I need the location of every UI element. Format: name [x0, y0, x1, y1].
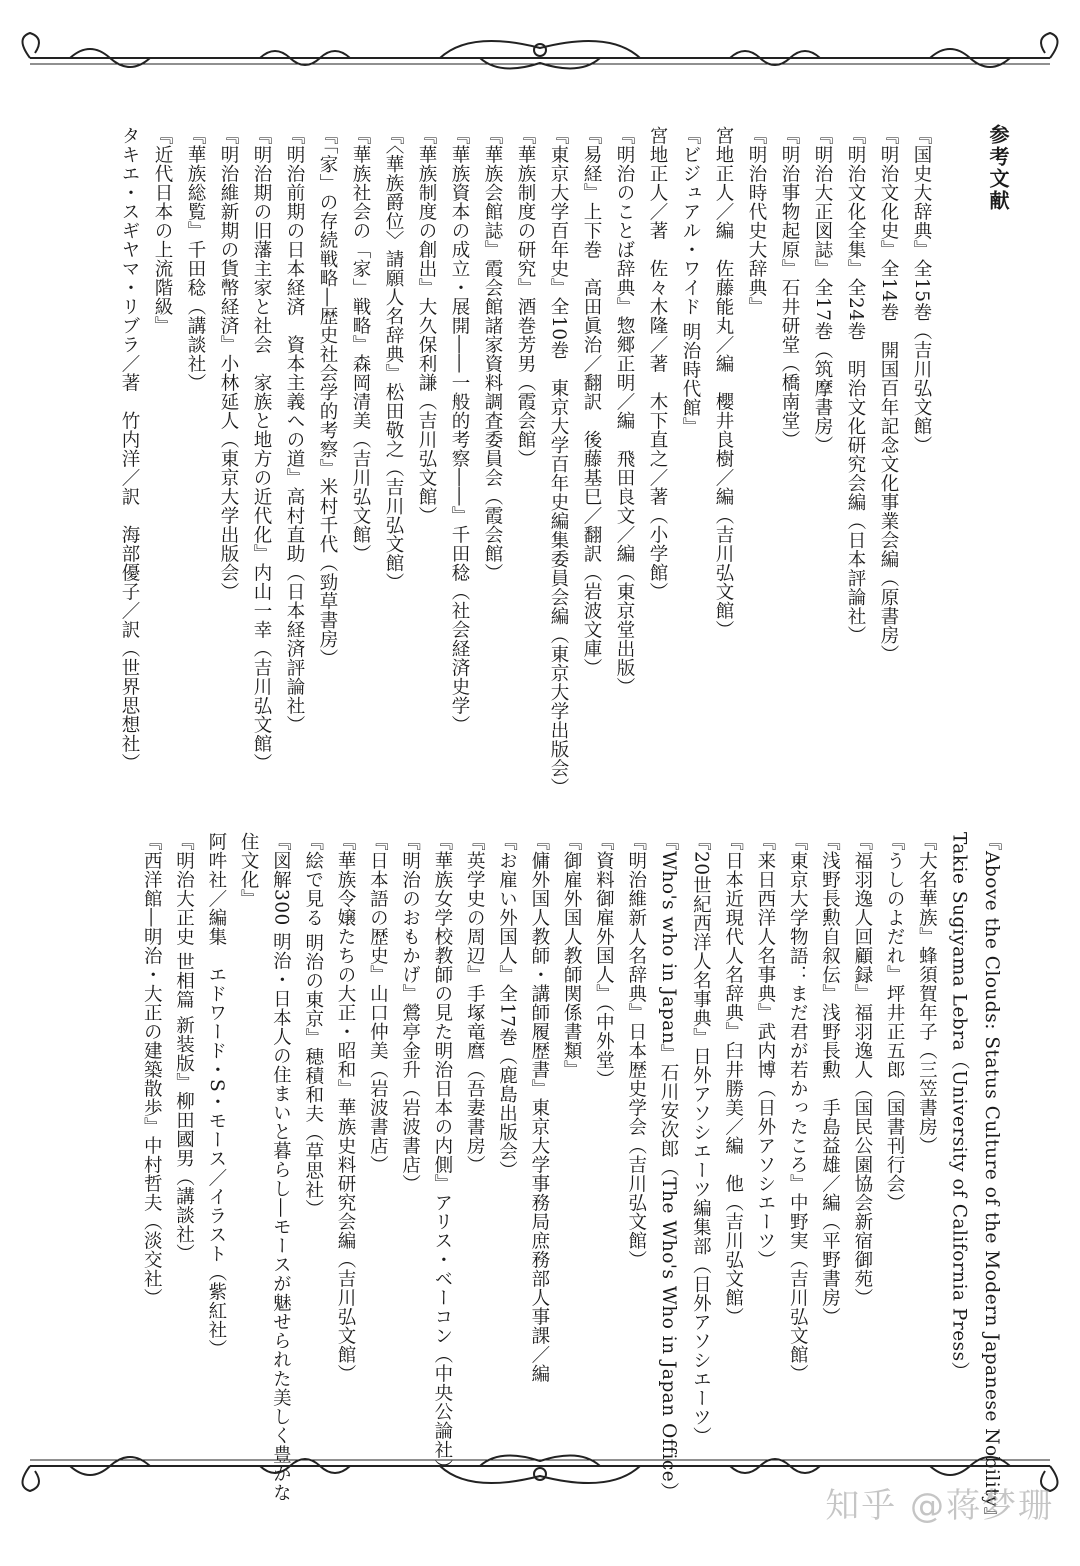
bibliography-entry: 『明治期の旧藩主家と社会 家族と地方の近代化』内山一幸（吉川弘文館）: [251, 126, 272, 772]
watermark-text: 知乎 @蒋梦珊: [825, 1486, 1054, 1526]
bibliography-entry: 宮地正人／編 佐藤能丸／編 櫻井良樹／編（吉川弘文館）: [713, 126, 734, 639]
bibliography-entry: 『御雇外国人教師関係書類』: [561, 832, 583, 1079]
bibliography-entry: 『「家」の存続戦略―歴史社会学的考察』米村千代（勁草書房）: [317, 126, 338, 668]
bibliography-entry: 『近代日本の上流階級』: [152, 126, 173, 335]
bibliography-entry: 住文化』: [238, 832, 260, 908]
bibliography-entry: 『華族社会の「家」戦略』森岡清美（吉川弘文館）: [350, 126, 371, 563]
bibliography-entry: 阿吽社／編集 エドワード・S・モース／イラスト（紫紅社）: [205, 832, 227, 1359]
bibliography-entry: 『明治時代史大辞典』: [746, 126, 767, 316]
bibliography-entry: 『明治維新期の貨幣経済』小林延人（東京大学出版会）: [218, 126, 239, 601]
top-ornament-border: [10, 28, 1070, 88]
bibliography-entry: 『日本近現代人名辞典』臼井勝美／編 他（吉川弘文館）: [722, 832, 744, 1326]
bibliography-entry: タキエ・スギヤマ・リブラ／著 竹内洋／訳 海部優子／訳（世界思想社）: [119, 126, 140, 772]
bibliography-entry: 『明治文化史』全14巻 開国百年記念文化事業会編（原書房）: [878, 126, 899, 664]
bibliography-entry: 『明治大正史 世相篇 新装版』柳田國男（講談社）: [173, 832, 195, 1263]
bibliography-entry: 『Above the Clouds: Status Culture of the Modern Japanese Nobility』: [981, 832, 1002, 1527]
bibliography-entry: 『易経』上下巻 高田眞治／翻訳 後藤基巳／翻訳（岩波文庫）: [581, 126, 602, 677]
bibliography-entry: 『明治前期の日本経済 資本主義への道』高村直助（日本経済評論社）: [284, 126, 305, 734]
bibliography-entry: 『資料御雇外国人』（中外堂）: [593, 832, 615, 1089]
bibliography-entry: 『図解300 明治・日本人の住まいと暮らし―モースが魅せられた美しく豊かな: [270, 832, 292, 1503]
bibliography-entry: 『大名華族』蜂須賀年子（三笠書房）: [916, 832, 938, 1155]
bibliography-entry: 『来日西洋人名事典』武内博（日外アソシエーツ）: [754, 832, 776, 1269]
bibliography-entry: 『日本語の歴史』山口仲美（岩波書店）: [367, 832, 389, 1174]
bibliography-entry: 『東京大学百年史』全10巻 東京大学百年史編集委員会編（東京大学出版会）: [548, 126, 569, 797]
bibliography-entry: 『〈華族爵位〉請願人名辞典』松田敬之（吉川弘文館）: [383, 126, 404, 592]
bibliography-entry: 『華族会館誌』霞会館諸家資料調査委員会（霞会館）: [482, 126, 503, 582]
bibliography-entry: 『東京大学物語：まだ君が若かったころ』中野実（吉川弘文館）: [787, 832, 809, 1383]
bibliography-entry: 『福羽逸人回顧録』福羽逸人（国民公園協会新宿御苑）: [851, 832, 873, 1307]
bibliography-entry: 『うしのよだれ』坪井正五郎（国書刊行会）: [884, 832, 906, 1212]
bibliography-entry: Takie Sugiyama Lebra（University of California Press）: [948, 832, 970, 1381]
bibliography-entry: 『ビジュアル・ワイド 明治時代館』: [680, 126, 701, 437]
bibliography-entry: 『華族制度の創出』大久保利謙（吉川弘文館）: [416, 126, 437, 525]
bibliography-entry: 『明治のことば辞典』惣郷正明／編 飛田良文／編（東京堂出版）: [614, 126, 635, 696]
bibliography-entry: 宮地正人／著 佐々木隆／著 木下直之／著（小学館）: [647, 126, 668, 601]
bibliography-entry: 『浅野長勲自叙伝』浅野長勲 手島益雄／編（平野書房）: [819, 832, 841, 1326]
bibliography-entry: 『明治文化全集』全24巻 明治文化研究会編（日本評論社）: [845, 126, 866, 645]
page-title: 参考文献: [986, 124, 1010, 212]
bibliography-entry: 『20世紀西洋人名事典』日外アソシエーツ編集部（日外アソシエーツ）: [690, 832, 712, 1446]
bibliography-entry: 『華族制度の研究』酒巻芳男（霞会館）: [515, 126, 536, 468]
bibliography-entry: 『絵で見る 明治の東京』穂積和夫（草思社）: [302, 832, 324, 1219]
bibliography-entry: 『明治大正図誌』全17巻（筑摩書房）: [812, 126, 833, 455]
bibliography-entry: 『華族女学校教師の見た明治日本の内側』アリス・ベーコン（中央公論社）: [431, 832, 453, 1478]
bibliography-entry: 『華族令嬢たちの大正・昭和』華族史料研究会編（吉川弘文館）: [335, 832, 356, 1383]
bibliography-entry: 『華族資本の成立・展開――一般的考察――』千田稔（社会経済史学）: [449, 126, 470, 734]
bibliography-entry: 『華族総覧』千田稔（講談社）: [185, 126, 206, 392]
bibliography-entry: 『お雇い外国人』全17巻（鹿島出版会）: [496, 832, 518, 1180]
bibliography-entry: 『明治事物起原』石井研堂（橋南堂）: [779, 126, 800, 449]
bibliography-entry: 『国史大辞典』全15巻（吉川弘文館）: [911, 126, 932, 455]
bibliography-entry: 『Who's who in Japan』石川安次郎（The Who's Who in Japan Office）: [658, 832, 679, 1502]
bibliography-entry: 『西洋館―明治・大正の建築散歩』中村哲夫（淡交社）: [141, 832, 163, 1307]
bibliography-entry: 『明治維新人名辞典』日本歴史学会（吉川弘文館）: [625, 832, 647, 1269]
bibliography-entry: 『傭外国人教師・講師履歴書』東京大学事務局庶務部人事課／編: [528, 832, 550, 1383]
bibliography-entry: 『英学史の周辺』手塚竜麿（吾妻書房）: [464, 832, 486, 1174]
bibliography-entry: 『明治のおもかげ』鶯亭金升（岩波書店）: [399, 832, 421, 1193]
